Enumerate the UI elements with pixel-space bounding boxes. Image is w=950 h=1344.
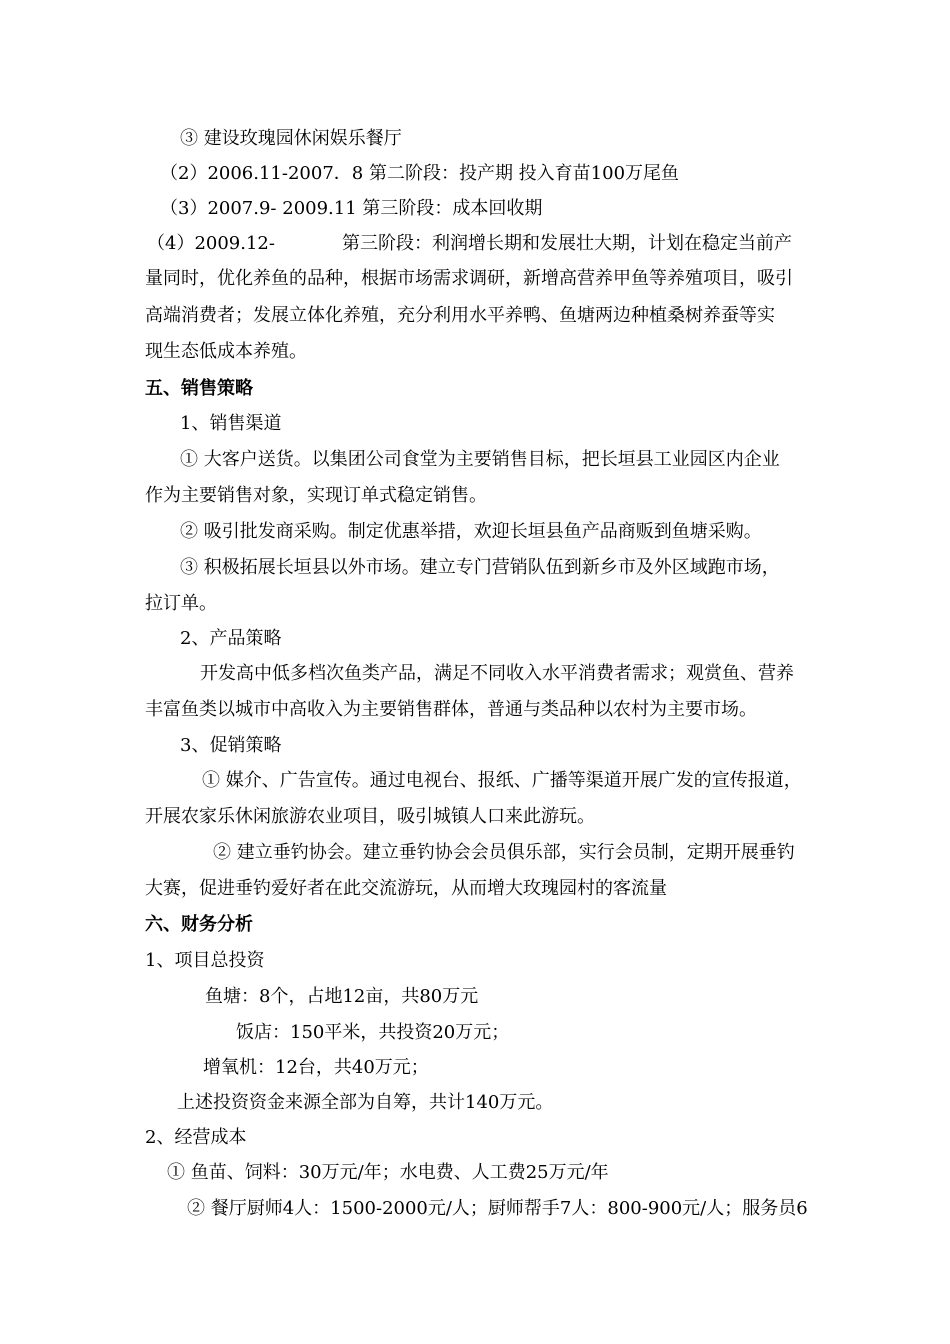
- text-line: 高端消费者；发展立体化养殖，充分利用水平养鸭、鱼塘两边种植桑树养蚕等实: [145, 305, 775, 326]
- text-line: ② 餐厅厨师4人：1500-2000元/人；厨师帮手7人：800-900元/人；服务员6: [187, 1198, 808, 1219]
- text-line: 作为主要销售对象，实现订单式稳定销售。: [145, 485, 487, 506]
- subsection-heading: 3、促销策略: [180, 735, 282, 756]
- text-line: 第三阶段：利润增长期和发展壮大期，计划在稳定当前产: [342, 233, 792, 254]
- text-line: ③ 积极拓展长垣县以外市场。建立专门营销队伍到新乡市及外区域跑市场，: [180, 557, 780, 578]
- subsection-heading: 1、项目总投资: [145, 950, 265, 971]
- section-heading: 六、财务分析: [145, 914, 253, 935]
- text-line: （4）2009.12-: [147, 233, 275, 254]
- text-line: 量同时，优化养鱼的品种，根据市场需求调研，新增高营养甲鱼等养殖项目，吸引: [145, 268, 793, 289]
- subsection-heading: 2、经营成本: [145, 1127, 247, 1148]
- text-line: 增氧机：12台，共40万元；: [203, 1057, 429, 1078]
- text-line: ③ 建设玫瑰园休闲娱乐餐厅: [180, 128, 402, 149]
- text-line: 拉订单。: [145, 593, 217, 614]
- text-line: 大赛，促进垂钓爱好者在此交流游玩，从而增大玫瑰园村的客流量: [145, 878, 667, 899]
- text-line: ② 吸引批发商采购。制定优惠举措，欢迎长垣县鱼产品商贩到鱼塘采购。: [180, 521, 762, 542]
- text-line: 丰富鱼类以城市中高收入为主要销售群体，普通与类品种以农村为主要市场。: [145, 699, 757, 720]
- text-line: ① 鱼苗、饲料：30万元/年；水电费、人工费25万元/年: [167, 1162, 609, 1183]
- text-line: （3）2007.9- 2009.11 第三阶段：成本回收期: [160, 198, 543, 219]
- text-line: ① 媒介、广告宣传。通过电视台、报纸、广播等渠道开展广发的宣传报道，: [202, 770, 802, 791]
- text-line: 鱼塘：8个，占地12亩，共80万元: [205, 986, 479, 1007]
- text-line: （2）2006.11-2007．8 第二阶段：投产期 投入育苗100万尾鱼: [160, 163, 680, 184]
- text-line: 开发高中低多档次鱼类产品，满足不同收入水平消费者需求；观赏鱼、营养: [200, 663, 794, 684]
- text-line: 饭店：150平米，共投资20万元；: [236, 1022, 510, 1043]
- text-line: ① 大客户送货。以集团公司食堂为主要销售目标，把长垣县工业园区内企业: [180, 449, 780, 470]
- text-line: 开展农家乐休闲旅游农业项目，吸引城镇人口来此游玩。: [145, 806, 595, 827]
- section-heading: 五、销售策略: [145, 378, 253, 399]
- text-line: 上述投资资金来源全部为自筹，共计140万元。: [177, 1092, 554, 1113]
- text-line: 现生态低成本养殖。: [145, 341, 307, 362]
- text-line: ② 建立垂钓协会。建立垂钓协会会员俱乐部，实行会员制，定期开展垂钓: [213, 842, 795, 863]
- subsection-heading: 1、销售渠道: [180, 413, 282, 434]
- subsection-heading: 2、产品策略: [180, 628, 282, 649]
